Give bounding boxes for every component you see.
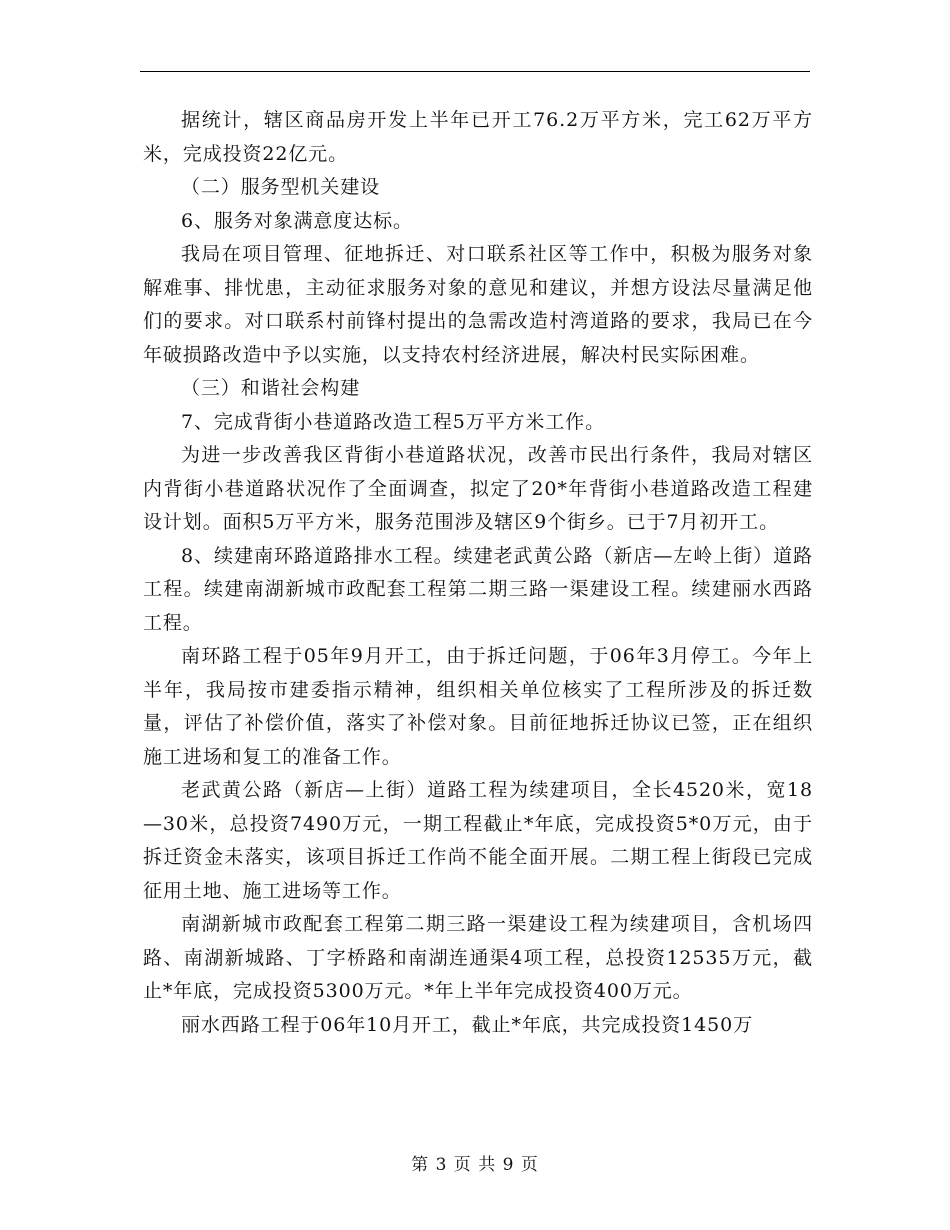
- header-rule: [140, 71, 810, 72]
- paragraph-nanhu-new-city: 南湖新城市政配套工程第二期三路一渠建设工程为续建项目，含机场四路、南湖新城路、丁字桥路和南湖连通渠4项工程，总投资12535万元，截止*年底，完成投资5300万元。*年上半年完成投资400万元。: [143, 913, 813, 1002]
- document-body: [143, 104, 813, 1042]
- heading-harmonious-society: （三）和谐社会构建: [181, 377, 361, 399]
- paragraph-old-wuhuang-road: 老武黄公路（新店—上街）道路工程为续建项目，全长4520米，宽18—30米，总投资7490万元，一期工程截止*年底，完成投资5*0万元，由于拆迁资金未落实，该项目拆迁工作尚不能全面开展。二期工程上街段已完成征用土地、施工进场等工作。: [143, 779, 813, 902]
- paragraph-alley-roads: 为进一步改善我区背街小巷道路状况，改善市民出行条件，我局对辖区内背街小巷道路状况作了全面调查，拟定了20*年背街小巷道路改造工程建设计划。面积5万平方米，服务范围涉及辖区9个街乡。已于7月初开工。: [143, 444, 813, 533]
- heading-item-6: 6、服务对象满意度达标。: [181, 209, 413, 232]
- paragraph-nanhuan-road: 南环路工程于05年9月开工，由于拆迁问题，于06年3月停工。今年上半年，我局按市建委指示精神，组织相关单位核实了工程所涉及的拆迁数量，评估了补偿价值，落实了补偿对象。目前征地拆迁协议已签，正在组织施工进场和复工的准备工作。: [143, 645, 813, 768]
- heading-service-organ: （二）服务型机关建设: [181, 176, 381, 198]
- heading-item-8: 8、续建南环路道路排水工程。续建老武黄公路（新店—左岭上街）道路工程。续建南湖新城市政配套工程第二期三路一渠建设工程。续建丽水西路工程。: [143, 544, 813, 634]
- paragraph-service-work: 我局在项目管理、征地拆迁、对口联系社区等工作中，积极为服务对象解难事、排忧患，主动征求服务对象的意见和建议，并想方设法尽量满足他们的要求。对口联系村前锋村提出的急需改造村湾道路的要求，我局已在今年破损路改造中予以实施，以支持农村经济进展，解决村民实际困难。: [143, 243, 813, 366]
- page-number-footer: 第 3 页 共 9 页: [411, 1155, 539, 1175]
- paragraph-lishui-west-road: 丽水西路工程于06年10月开工，截止*年底，共完成投资1450万: [181, 1013, 754, 1036]
- paragraph-housing-stats: 据统计，辖区商品房开发上半年已开工76.2万平方米，完工62万平方米，完成投资22亿元。: [143, 109, 813, 165]
- heading-item-7: 7、完成背街小巷道路改造工程5万平方米工作。: [181, 410, 605, 433]
